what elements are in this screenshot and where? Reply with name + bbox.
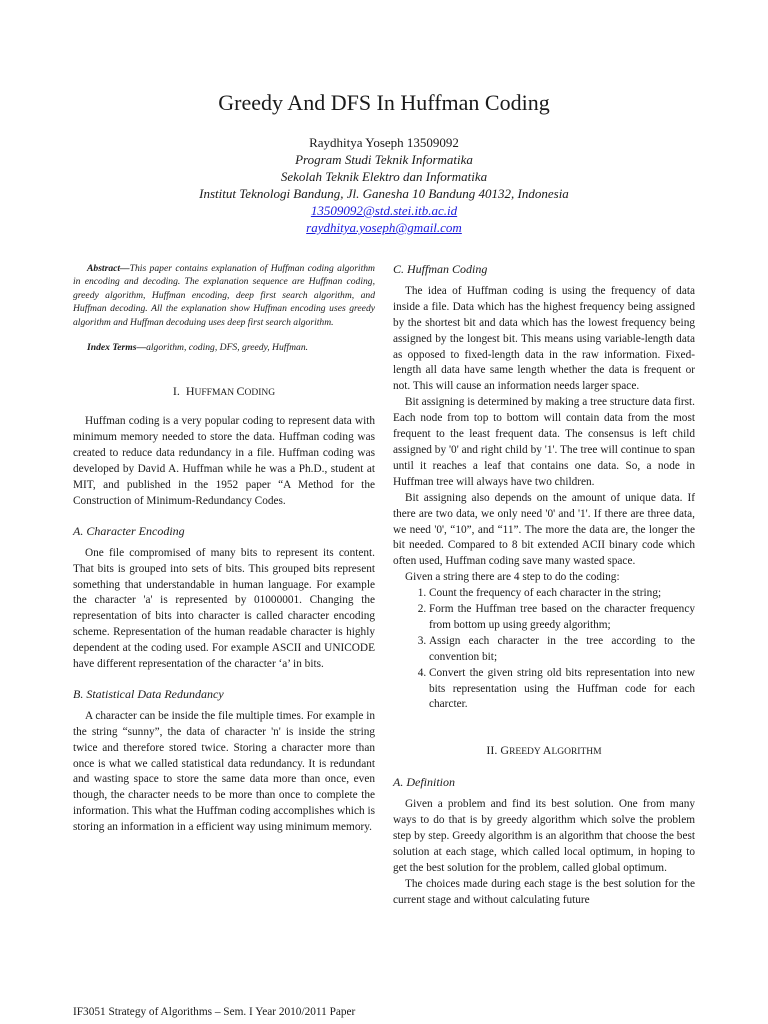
- character-encoding-paragraph: One file compromised of many bits to represent its content. That bits is grouped into sets of bits. This grouped bits represent something that understandable in human language. For example the character 'a' is represented by 01000001. Changing the representation of bits into character is called character encoding scheme. Representation of the human readable character is highly dependent at the coding used. For example ASCII and UNICODE have different representation of the character ‘a’ in bits.: [73, 546, 375, 671]
- list-item: 2. Form the Huffman tree based on the character frequency from bottom up using greedy algorithm;: [429, 602, 695, 634]
- author-institute: Institut Teknologi Bandung, Jl. Ganesha 10 Bandung 40132, Indonesia: [199, 186, 569, 201]
- coding-steps-list: [393, 586, 695, 713]
- left-column: [73, 262, 375, 836]
- abstract-text: This paper contains explanation of Huffman coding algorithm in encoding and decoding. The explanation sequence are Huffman coding, greedy algorithm, Huffman encoding, deep first search algorithm, and Huffman decoding. All the explanation show Huffman encoding uses greedy algorithm and Huffman decoduing uses deep first search algorithm.: [73, 263, 375, 328]
- right-column: [393, 262, 695, 909]
- author-name: Raydhitya Yoseph 13509092: [309, 135, 459, 150]
- author-program: Program Studi Teknik Informatika: [295, 152, 473, 167]
- definition-paragraph-2: The choices made during each stage is the best solution for the current stage and without calculating future: [393, 877, 695, 906]
- page-footer: IF3051 Strategy of Algorithms – Sem. I Year 2010/2011 Paper: [73, 1006, 356, 1018]
- author-school: Sekolah Teknik Elektro dan Informatika: [280, 169, 488, 184]
- index-terms: [73, 341, 375, 354]
- list-item: 4. Convert the given string old bits representation into new bits representation using the Huffman code for each charcter.: [429, 666, 695, 714]
- email-link-1[interactable]: 13509092@std.stei.itb.ac.id: [310, 203, 458, 218]
- section-heading-1: I. HUFFMAN CODING: [172, 384, 276, 399]
- index-terms-label: Index Terms—: [87, 342, 147, 354]
- abstract: [73, 262, 375, 329]
- index-terms-text: algorithm, coding, DFS, greedy, Huffman.: [146, 342, 309, 354]
- abstract-label: Abstract—: [87, 263, 130, 274]
- section-heading-2: II. GREEDY ALGORITHM: [486, 743, 602, 758]
- email-link-2[interactable]: raydhitya.yoseph@gmail.com: [306, 220, 462, 235]
- subsection-definition: A. Definition: [393, 775, 455, 790]
- statistical-redundancy-paragraph: A character can be inside the file multiple times. For example in the string “sunny”, the data of character 'n' is inside the string twice and therefore stored twice. Storing a character more than once is what we called statistical data redundancy. It is redundant and wasting space to store the same data more than once, even though, the character needs to be more than once to complete the information. This what the Huffman coding accomplishes which is storing an information in a efficient way using minimum memory.: [73, 709, 375, 834]
- list-item: 1. Count the frequency of each character in the string;: [429, 586, 695, 602]
- definition-paragraph-1: Given a problem and find its best solution. One from many ways to do that is by greedy algorithm which solve the problem step by step. Greedy algorithm is an algorithm that choose the best solution at each stage, which called local optimum, in hoping to get the best solution for the problem, called global optimum.: [393, 798, 695, 874]
- subsection-huffman-coding: C. Huffman Coding: [393, 262, 488, 276]
- subsection-character-encoding: A. Character Encoding: [73, 523, 185, 538]
- huffman-coding-paragraph-3: Bit assigning also depends on the amount of unique data. If there are two data, we only need '0' and '1'. If there are three data, we need '0', “10”, and “11”. The more the data are, the longer the bit needed. Compared to 8 bit extended ACII binary code which often used, Huffman coding save many wasted space.: [393, 491, 695, 568]
- huffman-coding-paragraph-2: Bit assigning is determined by making a tree structure data first. Each node from top to bottom will contain data from the most frequent to the least frequent data. The consensus is left child assigned by '0' and right child by '1'. The tree will continue to span until it reaches a leaf that contains one data. So, a node in Huffman tree will always have two children.: [393, 396, 695, 488]
- author-block: [0, 134, 768, 236]
- list-item: 3. Assign each character in the tree according to the convention bit;: [429, 634, 695, 666]
- paper-title: Greedy And DFS In Huffman Coding: [218, 90, 550, 115]
- section1-paragraph: Huffman coding is a very popular coding to represent data with minimum memory needed to store the data. Huffman coding was created to reduce data redundancy in a file. Huffman coding was developed by David A. Huffman while he was a Ph.D., student at MIT, and published in the 1952 paper “A Method for the Construction of Minimum-Redundancy Codes.: [73, 415, 375, 507]
- huffman-coding-paragraph-4: Given a string there are 4 step to do the coding:: [405, 571, 620, 584]
- subsection-statistical-redundancy: B. Statistical Data Redundancy: [73, 686, 224, 701]
- huffman-coding-paragraph-1: The idea of Huffman coding is using the frequency of data inside a file. Data which has the highest frequency being assigned by the shortest bit and data which has the lowest frequency being assigned by the longest bit. This means using variable-length data as opposed to fixed-length data in the raw information. Fixed-length all data have same length whether the data is frequent or not. This will cause an information needs larger space.: [393, 284, 695, 393]
